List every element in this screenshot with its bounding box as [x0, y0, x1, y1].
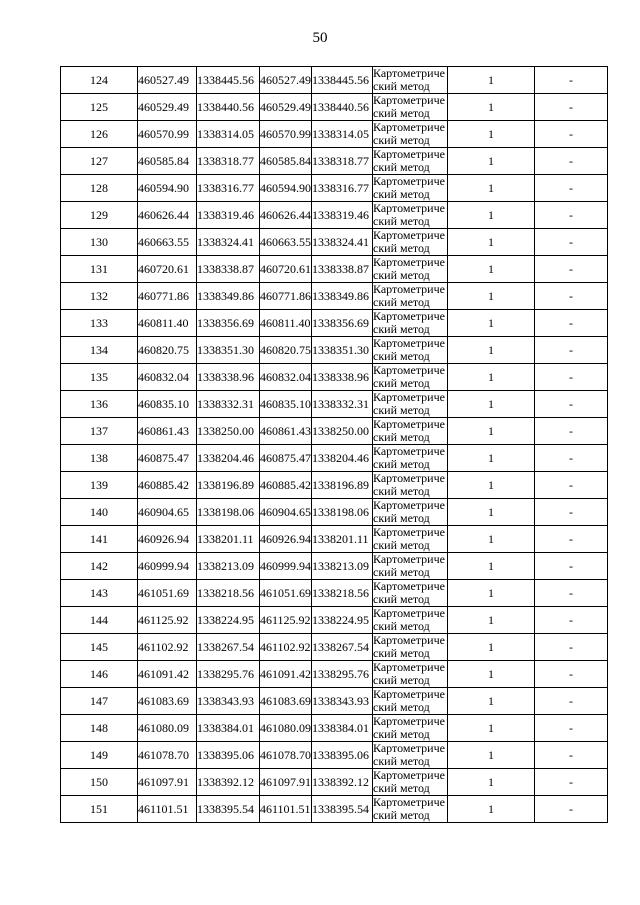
x-coordinate-new-cell: 460720.61 — [260, 256, 312, 283]
y-coordinate-new-cell: 1338395.06 — [312, 742, 373, 769]
point-number-cell: 132 — [61, 283, 138, 310]
description-cell: - — [535, 418, 608, 445]
description-cell: - — [535, 256, 608, 283]
x-coordinate-cell: 460570.99 — [138, 121, 197, 148]
table-row — [61, 229, 608, 256]
description-cell: - — [535, 337, 608, 364]
point-number-cell: 126 — [61, 121, 138, 148]
point-number-cell: 151 — [61, 796, 138, 823]
y-coordinate-new-cell: 1338356.69 — [312, 310, 373, 337]
point-number-cell: 140 — [61, 499, 138, 526]
description-cell: - — [535, 769, 608, 796]
method-cell: Картометрический метод — [373, 202, 448, 229]
y-coordinate-cell: 1338395.54 — [197, 796, 260, 823]
y-coordinate-new-cell: 1338338.87 — [312, 256, 373, 283]
x-coordinate-cell: 461051.69 — [138, 580, 197, 607]
accuracy-cell: 1 — [448, 94, 535, 121]
y-coordinate-cell: 1338384.01 — [197, 715, 260, 742]
y-coordinate-new-cell: 1338201.11 — [312, 526, 373, 553]
x-coordinate-cell: 460861.43 — [138, 418, 197, 445]
point-number-cell: 133 — [61, 310, 138, 337]
y-coordinate-cell: 1338204.46 — [197, 445, 260, 472]
method-cell: Картометрический метод — [373, 688, 448, 715]
x-coordinate-cell: 460529.49 — [138, 94, 197, 121]
x-coordinate-new-cell: 460771.86 — [260, 283, 312, 310]
method-cell: Картометрический метод — [373, 391, 448, 418]
x-coordinate-new-cell: 460811.40 — [260, 310, 312, 337]
table-row — [61, 391, 608, 418]
method-cell: Картометрический метод — [373, 742, 448, 769]
accuracy-cell: 1 — [448, 283, 535, 310]
table-row — [61, 175, 608, 202]
description-cell: - — [535, 364, 608, 391]
accuracy-cell: 1 — [448, 445, 535, 472]
coordinates-table — [60, 66, 608, 823]
y-coordinate-cell: 1338332.31 — [197, 391, 260, 418]
accuracy-cell: 1 — [448, 580, 535, 607]
x-coordinate-new-cell: 461080.09 — [260, 715, 312, 742]
y-coordinate-new-cell: 1338318.77 — [312, 148, 373, 175]
x-coordinate-cell: 461080.09 — [138, 715, 197, 742]
description-cell: - — [535, 499, 608, 526]
y-coordinate-cell: 1338198.06 — [197, 499, 260, 526]
y-coordinate-new-cell: 1338198.06 — [312, 499, 373, 526]
y-coordinate-new-cell: 1338445.56 — [312, 67, 373, 94]
x-coordinate-cell: 460626.44 — [138, 202, 197, 229]
method-cell: Картометрический метод — [373, 364, 448, 391]
method-cell: Картометрический метод — [373, 769, 448, 796]
description-cell: - — [535, 634, 608, 661]
y-coordinate-new-cell: 1338332.31 — [312, 391, 373, 418]
y-coordinate-cell: 1338316.77 — [197, 175, 260, 202]
table-row — [61, 121, 608, 148]
y-coordinate-new-cell: 1338267.54 — [312, 634, 373, 661]
method-cell: Картометрический метод — [373, 634, 448, 661]
table-row — [61, 715, 608, 742]
description-cell: - — [535, 121, 608, 148]
accuracy-cell: 1 — [448, 364, 535, 391]
x-coordinate-cell: 461101.51 — [138, 796, 197, 823]
method-cell: Картометрический метод — [373, 445, 448, 472]
accuracy-cell: 1 — [448, 202, 535, 229]
y-coordinate-cell: 1338356.69 — [197, 310, 260, 337]
accuracy-cell: 1 — [448, 418, 535, 445]
description-cell: - — [535, 661, 608, 688]
x-coordinate-cell: 460585.84 — [138, 148, 197, 175]
description-cell: - — [535, 94, 608, 121]
accuracy-cell: 1 — [448, 256, 535, 283]
method-cell: Картометрический метод — [373, 607, 448, 634]
accuracy-cell: 1 — [448, 553, 535, 580]
point-number-cell: 139 — [61, 472, 138, 499]
method-cell: Картометрический метод — [373, 553, 448, 580]
x-coordinate-cell: 460820.75 — [138, 337, 197, 364]
y-coordinate-cell: 1338267.54 — [197, 634, 260, 661]
y-coordinate-new-cell: 1338218.56 — [312, 580, 373, 607]
accuracy-cell: 1 — [448, 499, 535, 526]
y-coordinate-new-cell: 1338314.05 — [312, 121, 373, 148]
description-cell: - — [535, 229, 608, 256]
y-coordinate-new-cell: 1338338.96 — [312, 364, 373, 391]
method-cell: Картометрический метод — [373, 256, 448, 283]
x-coordinate-new-cell: 461101.51 — [260, 796, 312, 823]
method-cell: Картометрический метод — [373, 121, 448, 148]
point-number-cell: 134 — [61, 337, 138, 364]
y-coordinate-new-cell: 1338316.77 — [312, 175, 373, 202]
description-cell: - — [535, 472, 608, 499]
x-coordinate-new-cell: 460999.94 — [260, 553, 312, 580]
y-coordinate-cell: 1338319.46 — [197, 202, 260, 229]
y-coordinate-cell: 1338440.56 — [197, 94, 260, 121]
x-coordinate-cell: 461125.92 — [138, 607, 197, 634]
x-coordinate-new-cell: 460594.90 — [260, 175, 312, 202]
x-coordinate-cell: 461078.70 — [138, 742, 197, 769]
x-coordinate-cell: 460720.61 — [138, 256, 197, 283]
method-cell: Картометрический метод — [373, 148, 448, 175]
y-coordinate-new-cell: 1338324.41 — [312, 229, 373, 256]
method-cell: Картометрический метод — [373, 526, 448, 553]
table-row — [61, 499, 608, 526]
table-row — [61, 472, 608, 499]
method-cell: Картометрический метод — [373, 499, 448, 526]
x-coordinate-new-cell: 460832.04 — [260, 364, 312, 391]
point-number-cell: 144 — [61, 607, 138, 634]
table-row — [61, 661, 608, 688]
table-row — [61, 310, 608, 337]
point-number-cell: 129 — [61, 202, 138, 229]
x-coordinate-new-cell: 461091.42 — [260, 661, 312, 688]
table-row — [61, 553, 608, 580]
x-coordinate-cell: 460835.10 — [138, 391, 197, 418]
y-coordinate-new-cell: 1338392.12 — [312, 769, 373, 796]
point-number-cell: 128 — [61, 175, 138, 202]
x-coordinate-new-cell: 460861.43 — [260, 418, 312, 445]
table-row — [61, 67, 608, 94]
y-coordinate-cell: 1338318.77 — [197, 148, 260, 175]
y-coordinate-cell: 1338196.89 — [197, 472, 260, 499]
method-cell: Картометрический метод — [373, 94, 448, 121]
method-cell: Картометрический метод — [373, 715, 448, 742]
y-coordinate-new-cell: 1338250.00 — [312, 418, 373, 445]
x-coordinate-new-cell: 460570.99 — [260, 121, 312, 148]
description-cell: - — [535, 553, 608, 580]
y-coordinate-cell: 1338351.30 — [197, 337, 260, 364]
description-cell: - — [535, 445, 608, 472]
description-cell: - — [535, 526, 608, 553]
description-cell: - — [535, 580, 608, 607]
method-cell: Картометрический метод — [373, 229, 448, 256]
x-coordinate-cell: 461083.69 — [138, 688, 197, 715]
table-row — [61, 148, 608, 175]
point-number-cell: 148 — [61, 715, 138, 742]
accuracy-cell: 1 — [448, 742, 535, 769]
point-number-cell: 135 — [61, 364, 138, 391]
point-number-cell: 142 — [61, 553, 138, 580]
method-cell: Картометрический метод — [373, 661, 448, 688]
point-number-cell: 143 — [61, 580, 138, 607]
x-coordinate-new-cell: 461051.69 — [260, 580, 312, 607]
y-coordinate-cell: 1338392.12 — [197, 769, 260, 796]
x-coordinate-cell: 460663.55 — [138, 229, 197, 256]
x-coordinate-cell: 460885.42 — [138, 472, 197, 499]
x-coordinate-new-cell: 461102.92 — [260, 634, 312, 661]
x-coordinate-cell: 460875.47 — [138, 445, 197, 472]
method-cell: Картометрический метод — [373, 67, 448, 94]
x-coordinate-new-cell: 460529.49 — [260, 94, 312, 121]
x-coordinate-new-cell: 461078.70 — [260, 742, 312, 769]
x-coordinate-new-cell: 460904.65 — [260, 499, 312, 526]
accuracy-cell: 1 — [448, 229, 535, 256]
description-cell: - — [535, 148, 608, 175]
accuracy-cell: 1 — [448, 661, 535, 688]
description-cell: - — [535, 391, 608, 418]
accuracy-cell: 1 — [448, 391, 535, 418]
point-number-cell: 138 — [61, 445, 138, 472]
point-number-cell: 147 — [61, 688, 138, 715]
table-row — [61, 796, 608, 823]
y-coordinate-new-cell: 1338319.46 — [312, 202, 373, 229]
point-number-cell: 137 — [61, 418, 138, 445]
description-cell: - — [535, 310, 608, 337]
y-coordinate-new-cell: 1338440.56 — [312, 94, 373, 121]
accuracy-cell: 1 — [448, 607, 535, 634]
x-coordinate-cell: 461097.91 — [138, 769, 197, 796]
y-coordinate-cell: 1338295.76 — [197, 661, 260, 688]
y-coordinate-cell: 1338218.56 — [197, 580, 260, 607]
y-coordinate-cell: 1338250.00 — [197, 418, 260, 445]
y-coordinate-new-cell: 1338395.54 — [312, 796, 373, 823]
description-cell: - — [535, 67, 608, 94]
page-number: 50 — [312, 30, 328, 46]
x-coordinate-new-cell: 461083.69 — [260, 688, 312, 715]
point-number-cell: 150 — [61, 769, 138, 796]
x-coordinate-cell: 460904.65 — [138, 499, 197, 526]
y-coordinate-new-cell: 1338349.86 — [312, 283, 373, 310]
description-cell: - — [535, 607, 608, 634]
description-cell: - — [535, 796, 608, 823]
y-coordinate-new-cell: 1338204.46 — [312, 445, 373, 472]
y-coordinate-cell: 1338201.11 — [197, 526, 260, 553]
x-coordinate-new-cell: 461097.91 — [260, 769, 312, 796]
x-coordinate-cell: 461102.92 — [138, 634, 197, 661]
x-coordinate-cell: 461091.42 — [138, 661, 197, 688]
x-coordinate-new-cell: 460663.55 — [260, 229, 312, 256]
y-coordinate-new-cell: 1338196.89 — [312, 472, 373, 499]
table-row — [61, 688, 608, 715]
accuracy-cell: 1 — [448, 634, 535, 661]
x-coordinate-new-cell: 460926.94 — [260, 526, 312, 553]
x-coordinate-new-cell: 460875.47 — [260, 445, 312, 472]
table-row — [61, 337, 608, 364]
x-coordinate-cell: 460594.90 — [138, 175, 197, 202]
x-coordinate-cell: 460832.04 — [138, 364, 197, 391]
accuracy-cell: 1 — [448, 472, 535, 499]
description-cell: - — [535, 715, 608, 742]
y-coordinate-new-cell: 1338351.30 — [312, 337, 373, 364]
table-row — [61, 634, 608, 661]
accuracy-cell: 1 — [448, 769, 535, 796]
method-cell: Картометрический метод — [373, 337, 448, 364]
table-row — [61, 202, 608, 229]
y-coordinate-cell: 1338343.93 — [197, 688, 260, 715]
table-row — [61, 580, 608, 607]
method-cell: Картометрический метод — [373, 796, 448, 823]
x-coordinate-new-cell: 461125.92 — [260, 607, 312, 634]
accuracy-cell: 1 — [448, 526, 535, 553]
table-row — [61, 364, 608, 391]
y-coordinate-cell: 1338324.41 — [197, 229, 260, 256]
y-coordinate-new-cell: 1338213.09 — [312, 553, 373, 580]
y-coordinate-new-cell: 1338224.95 — [312, 607, 373, 634]
x-coordinate-new-cell: 460820.75 — [260, 337, 312, 364]
method-cell: Картометрический метод — [373, 418, 448, 445]
point-number-cell: 145 — [61, 634, 138, 661]
x-coordinate-cell: 460527.49 — [138, 67, 197, 94]
y-coordinate-new-cell: 1338295.76 — [312, 661, 373, 688]
x-coordinate-cell: 460999.94 — [138, 553, 197, 580]
y-coordinate-cell: 1338445.56 — [197, 67, 260, 94]
accuracy-cell: 1 — [448, 337, 535, 364]
description-cell: - — [535, 688, 608, 715]
point-number-cell: 124 — [61, 67, 138, 94]
y-coordinate-cell: 1338338.96 — [197, 364, 260, 391]
description-cell: - — [535, 175, 608, 202]
y-coordinate-cell: 1338314.05 — [197, 121, 260, 148]
point-number-cell: 149 — [61, 742, 138, 769]
x-coordinate-cell: 460926.94 — [138, 526, 197, 553]
y-coordinate-cell: 1338213.09 — [197, 553, 260, 580]
point-number-cell: 141 — [61, 526, 138, 553]
y-coordinate-cell: 1338395.06 — [197, 742, 260, 769]
y-coordinate-cell: 1338224.95 — [197, 607, 260, 634]
table-row — [61, 769, 608, 796]
accuracy-cell: 1 — [448, 688, 535, 715]
table-row — [61, 283, 608, 310]
y-coordinate-new-cell: 1338384.01 — [312, 715, 373, 742]
method-cell: Картометрический метод — [373, 310, 448, 337]
accuracy-cell: 1 — [448, 148, 535, 175]
x-coordinate-new-cell: 460585.84 — [260, 148, 312, 175]
table-row — [61, 742, 608, 769]
method-cell: Картометрический метод — [373, 175, 448, 202]
x-coordinate-new-cell: 460527.49 — [260, 67, 312, 94]
x-coordinate-new-cell: 460626.44 — [260, 202, 312, 229]
point-number-cell: 130 — [61, 229, 138, 256]
point-number-cell: 146 — [61, 661, 138, 688]
method-cell: Картометрический метод — [373, 472, 448, 499]
point-number-cell: 136 — [61, 391, 138, 418]
accuracy-cell: 1 — [448, 175, 535, 202]
table-row — [61, 526, 608, 553]
description-cell: - — [535, 202, 608, 229]
y-coordinate-cell: 1338349.86 — [197, 283, 260, 310]
table-row — [61, 607, 608, 634]
method-cell: Картометрический метод — [373, 580, 448, 607]
table-row — [61, 94, 608, 121]
point-number-cell: 127 — [61, 148, 138, 175]
point-number-cell: 131 — [61, 256, 138, 283]
y-coordinate-cell: 1338338.87 — [197, 256, 260, 283]
x-coordinate-cell: 460771.86 — [138, 283, 197, 310]
accuracy-cell: 1 — [448, 796, 535, 823]
accuracy-cell: 1 — [448, 67, 535, 94]
x-coordinate-cell: 460811.40 — [138, 310, 197, 337]
description-cell: - — [535, 742, 608, 769]
table-row — [61, 445, 608, 472]
x-coordinate-new-cell: 460835.10 — [260, 391, 312, 418]
table-row — [61, 418, 608, 445]
x-coordinate-new-cell: 460885.42 — [260, 472, 312, 499]
point-number-cell: 125 — [61, 94, 138, 121]
y-coordinate-new-cell: 1338343.93 — [312, 688, 373, 715]
accuracy-cell: 1 — [448, 121, 535, 148]
table-row — [61, 256, 608, 283]
accuracy-cell: 1 — [448, 715, 535, 742]
description-cell: - — [535, 283, 608, 310]
method-cell: Картометрический метод — [373, 283, 448, 310]
accuracy-cell: 1 — [448, 310, 535, 337]
